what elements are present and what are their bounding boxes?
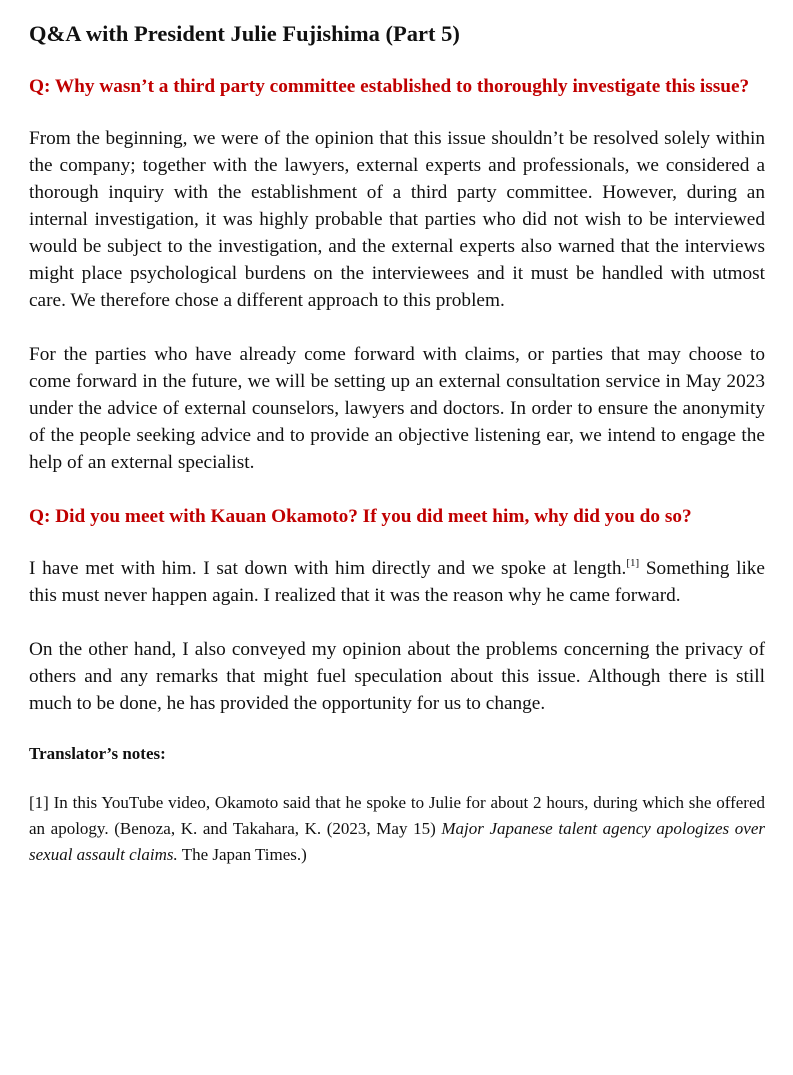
note-1-source: The Japan Times.) — [177, 845, 307, 864]
note-1-text: [1] In this YouTube video, Okamoto said that he spoke to Julie for about 2 hours, during which she offered an apology. (Benoza, K. and Takahara, K. (2023, May 15) — [29, 793, 765, 838]
document-page — [29, 18, 765, 868]
question-2: Q: Did you meet with Kauan Okamoto? If you did meet him, why did you do so? — [29, 506, 692, 527]
answer-1-paragraph-2: For the parties who have already come forward with claims, or parties that may choose to come forward in the future, we will be setting up an external consultation service in May 2023 under the advice of external counselors, lawyers and doctors. In order to ensure the anonymity of the people seeking advice and to provide an objective listening ear, we intend to engage the help of an external specialist. — [29, 344, 765, 473]
translator-notes-heading: Translator’s notes: — [29, 744, 166, 763]
answer-2-paragraph-2: On the other hand, I also conveyed my opinion about the problems concerning the privacy of others and any remarks that might fuel speculation about this issue. Although there is still much to be done, he has provided the opportunity for us to change. — [29, 639, 765, 714]
note-1-article-title: Major Japanese talent agency apologizes over sexual assault claims. — [29, 819, 765, 864]
answer-1-paragraph-1: From the beginning, we were of the opinion that this issue shouldn’t be resolved solely within the company; together with the lawyers, external experts and professionals, we considered a thorough inquiry with the establishment of a third party committee. However, during an internal investigation, it was highly probable that parties who did not wish to be interviewed would be subject to the investigation, and the external experts also warned that the interviews might place psychological burdens on the interviewees and it must be handled with utmost care. We therefore chose a different approach to this problem. — [29, 128, 765, 311]
answer-2-text: I have met with him. I sat down with him directly and we spoke at length. — [29, 558, 627, 579]
answer-2-paragraph-1 — [29, 555, 765, 609]
page-title: Q&A with President Julie Fujishima (Part 5) — [29, 21, 460, 46]
question-1: Q: Why wasn’t a third party committee established to thoroughly investigate this issue? — [29, 76, 750, 97]
answer-2-text-rest: Something like this must never happen again. I realized that it was the reason why he came forward. — [29, 558, 765, 606]
translator-note-1 — [29, 790, 765, 868]
footnote-reference[interactable]: [1] — [626, 557, 640, 569]
